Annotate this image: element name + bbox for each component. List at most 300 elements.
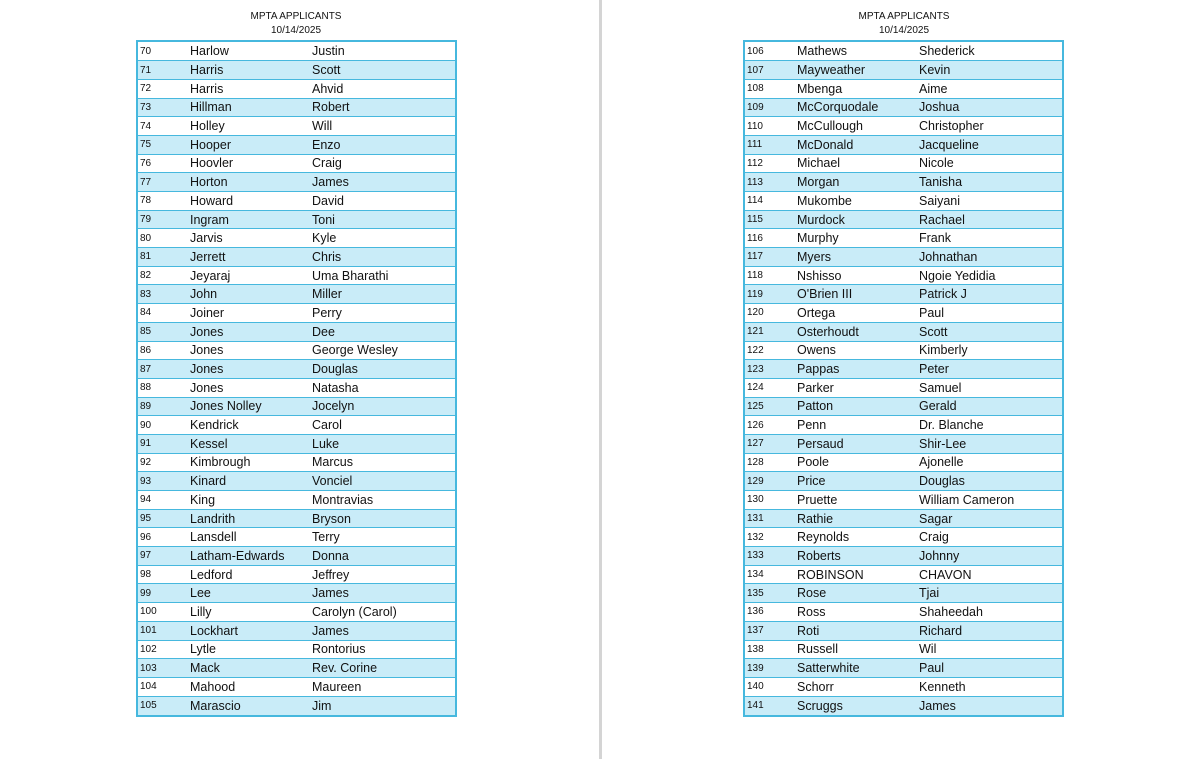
table-row <box>745 677 1062 696</box>
row-number-cell: 127 <box>745 434 797 453</box>
last-name-cell: Joiner <box>190 304 312 323</box>
table-row <box>138 192 455 211</box>
row-number-cell: 100 <box>138 603 190 622</box>
table-row <box>138 565 455 584</box>
first-name-cell: Joshua <box>919 98 1062 117</box>
row-number-cell: 140 <box>745 677 797 696</box>
table-row <box>745 210 1062 229</box>
last-name-cell: McCorquodale <box>797 98 919 117</box>
row-number-cell: 122 <box>745 341 797 360</box>
table-row <box>138 472 455 491</box>
table-row <box>138 696 455 715</box>
first-name-cell: Jacqueline <box>919 135 1062 154</box>
row-number-cell: 101 <box>138 621 190 640</box>
last-name-cell: Mathews <box>797 42 919 61</box>
first-name-cell: James <box>312 584 455 603</box>
row-number-cell: 91 <box>138 434 190 453</box>
first-name-cell: Frank <box>919 229 1062 248</box>
first-name-cell: Ahvid <box>312 79 455 98</box>
row-number-cell: 113 <box>745 173 797 192</box>
row-number-cell: 83 <box>138 285 190 304</box>
table-row <box>138 378 455 397</box>
document-date: 10/14/2025 <box>878 25 930 36</box>
table-row <box>138 397 455 416</box>
applicants-table-body <box>745 42 1062 715</box>
first-name-cell: Robert <box>312 98 455 117</box>
row-number-cell: 78 <box>138 192 190 211</box>
first-name-cell: Rachael <box>919 210 1062 229</box>
table-row <box>138 154 455 173</box>
table-row <box>138 304 455 323</box>
row-number-cell: 94 <box>138 491 190 510</box>
first-name-cell: Marcus <box>312 453 455 472</box>
row-number-cell: 109 <box>745 98 797 117</box>
table-row <box>745 192 1062 211</box>
last-name-cell: Kinard <box>190 472 312 491</box>
table-row <box>138 341 455 360</box>
table-row <box>138 640 455 659</box>
first-name-cell: Sagar <box>919 509 1062 528</box>
last-name-cell: Satterwhite <box>797 659 919 678</box>
last-name-cell: Pruette <box>797 491 919 510</box>
table-row <box>745 621 1062 640</box>
table-row <box>138 61 455 80</box>
table-row <box>745 285 1062 304</box>
first-name-cell: Jeffrey <box>312 565 455 584</box>
table-row <box>745 154 1062 173</box>
table-row <box>745 584 1062 603</box>
first-name-cell: Toni <box>312 210 455 229</box>
first-name-cell: David <box>312 192 455 211</box>
row-number-cell: 132 <box>745 528 797 547</box>
first-name-cell: CHAVON <box>919 565 1062 584</box>
first-name-cell: Ajonelle <box>919 453 1062 472</box>
first-name-cell: James <box>312 173 455 192</box>
last-name-cell: Patton <box>797 397 919 416</box>
first-name-cell: Kevin <box>919 61 1062 80</box>
table-row <box>138 210 455 229</box>
last-name-cell: Holley <box>190 117 312 136</box>
table-row <box>745 304 1062 323</box>
last-name-cell: O'Brien III <box>797 285 919 304</box>
table-row <box>138 322 455 341</box>
table-row <box>745 472 1062 491</box>
last-name-cell: Morgan <box>797 173 919 192</box>
last-name-cell: Howard <box>190 192 312 211</box>
last-name-cell: Lansdell <box>190 528 312 547</box>
row-number-cell: 108 <box>745 79 797 98</box>
row-number-cell: 95 <box>138 509 190 528</box>
last-name-cell: Ross <box>797 603 919 622</box>
last-name-cell: ROBINSON <box>797 565 919 584</box>
row-number-cell: 106 <box>745 42 797 61</box>
first-name-cell: Enzo <box>312 135 455 154</box>
last-name-cell: Osterhoudt <box>797 322 919 341</box>
row-number-cell: 119 <box>745 285 797 304</box>
table-row <box>745 360 1062 379</box>
first-name-cell: Nicole <box>919 154 1062 173</box>
row-number-cell: 82 <box>138 266 190 285</box>
last-name-cell: Myers <box>797 248 919 267</box>
row-number-cell: 129 <box>745 472 797 491</box>
row-number-cell: 70 <box>138 42 190 61</box>
first-name-cell: William Cameron <box>919 491 1062 510</box>
first-name-cell: Luke <box>312 434 455 453</box>
first-name-cell: Douglas <box>312 360 455 379</box>
row-number-cell: 124 <box>745 378 797 397</box>
first-name-cell: Jocelyn <box>312 397 455 416</box>
row-number-cell: 98 <box>138 565 190 584</box>
table-row <box>745 603 1062 622</box>
row-number-cell: 114 <box>745 192 797 211</box>
row-number-cell: 71 <box>138 61 190 80</box>
last-name-cell: Reynolds <box>797 528 919 547</box>
table-row <box>138 584 455 603</box>
row-number-cell: 90 <box>138 416 190 435</box>
last-name-cell: Harlow <box>190 42 312 61</box>
first-name-cell: Will <box>312 117 455 136</box>
row-number-cell: 74 <box>138 117 190 136</box>
row-number-cell: 88 <box>138 378 190 397</box>
last-name-cell: Murphy <box>797 229 919 248</box>
table-row <box>745 42 1062 61</box>
last-name-cell: Ledford <box>190 565 312 584</box>
last-name-cell: Jerrett <box>190 248 312 267</box>
first-name-cell: Johnathan <box>919 248 1062 267</box>
last-name-cell: Harris <box>190 79 312 98</box>
row-number-cell: 137 <box>745 621 797 640</box>
row-number-cell: 104 <box>138 677 190 696</box>
first-name-cell: Vonciel <box>312 472 455 491</box>
row-number-cell: 128 <box>745 453 797 472</box>
table-row <box>745 491 1062 510</box>
last-name-cell: Lee <box>190 584 312 603</box>
table-row <box>745 378 1062 397</box>
table-row <box>745 266 1062 285</box>
last-name-cell: Jones Nolley <box>190 397 312 416</box>
last-name-cell: Marascio <box>190 696 312 715</box>
first-name-cell: Shederick <box>919 42 1062 61</box>
table-row <box>138 547 455 566</box>
first-name-cell: Patrick J <box>919 285 1062 304</box>
last-name-cell: Jeyaraj <box>190 266 312 285</box>
table-row <box>138 659 455 678</box>
row-number-cell: 118 <box>745 266 797 285</box>
last-name-cell: Jones <box>190 341 312 360</box>
last-name-cell: Jarvis <box>190 229 312 248</box>
table-row <box>745 696 1062 715</box>
document-title: MPTA APPLICANTS <box>250 11 342 22</box>
row-number-cell: 120 <box>745 304 797 323</box>
table-row <box>745 434 1062 453</box>
last-name-cell: Kimbrough <box>190 453 312 472</box>
last-name-cell: Murdock <box>797 210 919 229</box>
last-name-cell: Roberts <box>797 547 919 566</box>
last-name-cell: Michael <box>797 154 919 173</box>
first-name-cell: Rontorius <box>312 640 455 659</box>
first-name-cell: Tanisha <box>919 173 1062 192</box>
row-number-cell: 93 <box>138 472 190 491</box>
last-name-cell: Scruggs <box>797 696 919 715</box>
first-name-cell: Natasha <box>312 378 455 397</box>
first-name-cell: Kimberly <box>919 341 1062 360</box>
last-name-cell: Horton <box>190 173 312 192</box>
table-row <box>745 341 1062 360</box>
first-name-cell: Dr. Blanche <box>919 416 1062 435</box>
row-number-cell: 77 <box>138 173 190 192</box>
table-row <box>745 117 1062 136</box>
row-number-cell: 92 <box>138 453 190 472</box>
last-name-cell: Hillman <box>190 98 312 117</box>
row-number-cell: 105 <box>138 696 190 715</box>
first-name-cell: James <box>312 621 455 640</box>
last-name-cell: Schorr <box>797 677 919 696</box>
table-row <box>745 547 1062 566</box>
row-number-cell: 85 <box>138 322 190 341</box>
row-number-cell: 139 <box>745 659 797 678</box>
row-number-cell: 72 <box>138 79 190 98</box>
table-row <box>745 640 1062 659</box>
last-name-cell: Mukombe <box>797 192 919 211</box>
last-name-cell: Parker <box>797 378 919 397</box>
first-name-cell: James <box>919 696 1062 715</box>
first-name-cell: Dee <box>312 322 455 341</box>
last-name-cell: Mbenga <box>797 79 919 98</box>
row-number-cell: 117 <box>745 248 797 267</box>
last-name-cell: Mahood <box>190 677 312 696</box>
table-row <box>138 621 455 640</box>
table-row <box>138 117 455 136</box>
row-number-cell: 130 <box>745 491 797 510</box>
row-number-cell: 81 <box>138 248 190 267</box>
first-name-cell: Carolyn (Carol) <box>312 603 455 622</box>
table-row <box>138 360 455 379</box>
table-row <box>138 528 455 547</box>
first-name-cell: George Wesley <box>312 341 455 360</box>
row-number-cell: 135 <box>745 584 797 603</box>
last-name-cell: Jones <box>190 360 312 379</box>
table-row <box>138 491 455 510</box>
first-name-cell: Shaheedah <box>919 603 1062 622</box>
table-row <box>138 266 455 285</box>
last-name-cell: Kendrick <box>190 416 312 435</box>
applicants-table <box>743 40 1064 717</box>
row-number-cell: 126 <box>745 416 797 435</box>
last-name-cell: Roti <box>797 621 919 640</box>
row-number-cell: 89 <box>138 397 190 416</box>
table-row <box>745 565 1062 584</box>
table-row <box>745 248 1062 267</box>
page-left <box>0 0 599 759</box>
first-name-cell: Richard <box>919 621 1062 640</box>
first-name-cell: Kyle <box>312 229 455 248</box>
first-name-cell: Scott <box>312 61 455 80</box>
first-name-cell: Carol <box>312 416 455 435</box>
last-name-cell: Harris <box>190 61 312 80</box>
row-number-cell: 123 <box>745 360 797 379</box>
last-name-cell: Latham-Edwards <box>190 547 312 566</box>
last-name-cell: Poole <box>797 453 919 472</box>
row-number-cell: 97 <box>138 547 190 566</box>
first-name-cell: Scott <box>919 322 1062 341</box>
last-name-cell: Hoovler <box>190 154 312 173</box>
row-number-cell: 76 <box>138 154 190 173</box>
table-row <box>745 98 1062 117</box>
first-name-cell: Justin <box>312 42 455 61</box>
table-row <box>138 79 455 98</box>
first-name-cell: Bryson <box>312 509 455 528</box>
row-number-cell: 131 <box>745 509 797 528</box>
first-name-cell: Kenneth <box>919 677 1062 696</box>
first-name-cell: Craig <box>919 528 1062 547</box>
table-row <box>138 285 455 304</box>
row-number-cell: 110 <box>745 117 797 136</box>
table-row <box>745 79 1062 98</box>
first-name-cell: Rev. Corine <box>312 659 455 678</box>
page-right <box>602 0 1200 759</box>
first-name-cell: Donna <box>312 547 455 566</box>
table-row <box>745 528 1062 547</box>
last-name-cell: Mack <box>190 659 312 678</box>
table-row <box>138 248 455 267</box>
last-name-cell: Kessel <box>190 434 312 453</box>
last-name-cell: McDonald <box>797 135 919 154</box>
row-number-cell: 87 <box>138 360 190 379</box>
last-name-cell: Penn <box>797 416 919 435</box>
first-name-cell: Ngoie Yedidia <box>919 266 1062 285</box>
row-number-cell: 80 <box>138 229 190 248</box>
table-row <box>138 453 455 472</box>
first-name-cell: Aime <box>919 79 1062 98</box>
row-number-cell: 75 <box>138 135 190 154</box>
last-name-cell: Hooper <box>190 135 312 154</box>
row-number-cell: 141 <box>745 696 797 715</box>
row-number-cell: 138 <box>745 640 797 659</box>
first-name-cell: Paul <box>919 659 1062 678</box>
table-row <box>745 229 1062 248</box>
row-number-cell: 134 <box>745 565 797 584</box>
last-name-cell: John <box>190 285 312 304</box>
first-name-cell: Samuel <box>919 378 1062 397</box>
row-number-cell: 84 <box>138 304 190 323</box>
last-name-cell: Lockhart <box>190 621 312 640</box>
row-number-cell: 96 <box>138 528 190 547</box>
table-row <box>138 229 455 248</box>
table-row <box>745 173 1062 192</box>
row-number-cell: 99 <box>138 584 190 603</box>
table-row <box>138 42 455 61</box>
document-date: 10/14/2025 <box>270 25 322 36</box>
row-number-cell: 107 <box>745 61 797 80</box>
table-row <box>138 98 455 117</box>
last-name-cell: Lilly <box>190 603 312 622</box>
table-row <box>745 416 1062 435</box>
row-number-cell: 121 <box>745 322 797 341</box>
row-number-cell: 133 <box>745 547 797 566</box>
table-row <box>138 603 455 622</box>
table-row <box>138 509 455 528</box>
last-name-cell: Landrith <box>190 509 312 528</box>
row-number-cell: 79 <box>138 210 190 229</box>
row-number-cell: 112 <box>745 154 797 173</box>
last-name-cell: Owens <box>797 341 919 360</box>
row-number-cell: 115 <box>745 210 797 229</box>
first-name-cell: Chris <box>312 248 455 267</box>
applicants-table-body <box>138 42 455 715</box>
first-name-cell: Uma Bharathi <box>312 266 455 285</box>
last-name-cell: Nshisso <box>797 266 919 285</box>
first-name-cell: Perry <box>312 304 455 323</box>
last-name-cell: King <box>190 491 312 510</box>
first-name-cell: Miller <box>312 285 455 304</box>
last-name-cell: Ortega <box>797 304 919 323</box>
last-name-cell: Rathie <box>797 509 919 528</box>
row-number-cell: 136 <box>745 603 797 622</box>
last-name-cell: Lytle <box>190 640 312 659</box>
first-name-cell: Paul <box>919 304 1062 323</box>
row-number-cell: 103 <box>138 659 190 678</box>
first-name-cell: Montravias <box>312 491 455 510</box>
row-number-cell: 111 <box>745 135 797 154</box>
last-name-cell: Pappas <box>797 360 919 379</box>
page-header <box>96 10 496 38</box>
last-name-cell: McCullough <box>797 117 919 136</box>
last-name-cell: Mayweather <box>797 61 919 80</box>
table-row <box>745 397 1062 416</box>
table-row <box>138 173 455 192</box>
page-header <box>704 10 1104 38</box>
last-name-cell: Ingram <box>190 210 312 229</box>
row-number-cell: 102 <box>138 640 190 659</box>
first-name-cell: Saiyani <box>919 192 1062 211</box>
first-name-cell: Peter <box>919 360 1062 379</box>
last-name-cell: Rose <box>797 584 919 603</box>
table-row <box>138 434 455 453</box>
first-name-cell: Shir-Lee <box>919 434 1062 453</box>
first-name-cell: Wil <box>919 640 1062 659</box>
table-row <box>745 61 1062 80</box>
last-name-cell: Jones <box>190 378 312 397</box>
first-name-cell: Christopher <box>919 117 1062 136</box>
row-number-cell: 116 <box>745 229 797 248</box>
row-number-cell: 73 <box>138 98 190 117</box>
first-name-cell: Douglas <box>919 472 1062 491</box>
table-row <box>745 135 1062 154</box>
row-number-cell: 125 <box>745 397 797 416</box>
table-row <box>745 509 1062 528</box>
last-name-cell: Price <box>797 472 919 491</box>
row-number-cell: 86 <box>138 341 190 360</box>
first-name-cell: Gerald <box>919 397 1062 416</box>
first-name-cell: Tjai <box>919 584 1062 603</box>
table-row <box>745 322 1062 341</box>
table-row <box>745 453 1062 472</box>
table-row <box>138 416 455 435</box>
table-row <box>138 677 455 696</box>
last-name-cell: Jones <box>190 322 312 341</box>
first-name-cell: Jim <box>312 696 455 715</box>
table-row <box>745 659 1062 678</box>
applicants-table <box>136 40 457 717</box>
last-name-cell: Persaud <box>797 434 919 453</box>
first-name-cell: Terry <box>312 528 455 547</box>
first-name-cell: Johnny <box>919 547 1062 566</box>
first-name-cell: Craig <box>312 154 455 173</box>
first-name-cell: Maureen <box>312 677 455 696</box>
table-row <box>138 135 455 154</box>
last-name-cell: Russell <box>797 640 919 659</box>
document-title: MPTA APPLICANTS <box>858 11 950 22</box>
